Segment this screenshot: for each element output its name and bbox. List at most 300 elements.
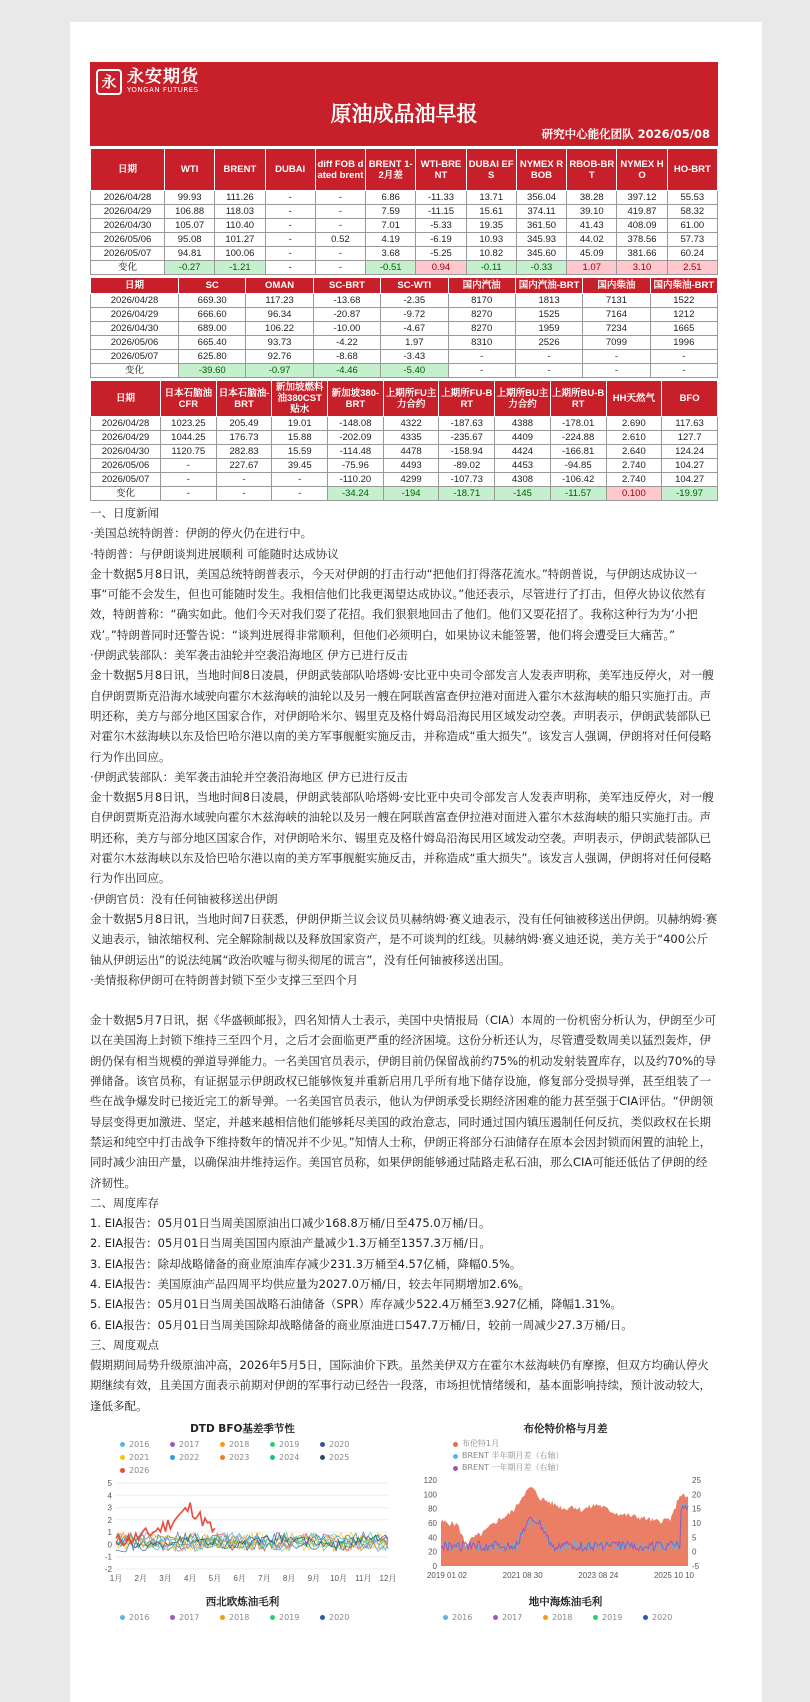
table-cell: 2026/04/28 — [91, 191, 165, 205]
legend-dot-icon — [593, 1615, 598, 1620]
table-row — [91, 431, 718, 445]
table-cell: 106.88 — [165, 205, 215, 219]
legend-dot-icon — [170, 1442, 175, 1447]
table-cell: 19.35 — [466, 219, 516, 233]
y-tick-label: 5 — [107, 1479, 112, 1489]
column-header: BFO — [662, 381, 718, 417]
table-cell: 7.01 — [366, 219, 416, 233]
brent-area — [441, 1487, 688, 1566]
legend-item — [270, 1438, 320, 1451]
legend-dot-icon — [170, 1455, 175, 1460]
table-cell: 2026/05/06 — [91, 336, 179, 350]
text-paragraph: 二、周度库存 — [90, 1195, 159, 1210]
column-header: diff FOB dated brent — [315, 149, 365, 191]
legend-item — [493, 1611, 543, 1624]
table-cell: 205.49 — [216, 417, 272, 431]
change-row — [91, 364, 718, 378]
legend-label: 2024 — [279, 1453, 300, 1463]
column-header: NYMEX HO — [617, 149, 667, 191]
x-tick-label: 8月 — [282, 1574, 296, 1584]
legend-item — [270, 1611, 320, 1624]
y-tick-label: -2 — [104, 1565, 112, 1575]
text-paragraph: 6. EIA报告：05月01日当周美国除却战略储备的商业原油进口547.7万桶/日，较前一周减少27.3万桶/日。 — [90, 1317, 633, 1332]
table-cell: 1525 — [515, 308, 582, 322]
legend-dot-icon — [320, 1615, 325, 1620]
y-tick-label: 1 — [107, 1528, 112, 1538]
legend-label: 2019 — [602, 1613, 623, 1623]
text-paragraph: ·伊朗官员：没有任何铀被移送出伊朗 — [90, 891, 278, 906]
table-cell: 2.690 — [606, 417, 662, 431]
table-row — [91, 473, 718, 487]
y-tick-label: 2 — [107, 1515, 112, 1525]
table-cell: 1023.25 — [161, 417, 217, 431]
table-cell: 4.19 — [366, 233, 416, 247]
table-cell: 4409 — [495, 431, 551, 445]
x-tick-label: 2021 08 30 — [502, 1571, 543, 1581]
table-cell: 4308 — [495, 473, 551, 487]
column-header: 上期所FU-BRT — [439, 381, 495, 417]
change-row — [91, 261, 718, 275]
table-row — [91, 247, 718, 261]
table-cell: 0.52 — [315, 233, 365, 247]
change-cell: - — [216, 487, 272, 501]
text-paragraph: 4. EIA报告：美国原油产品四周平均供应量为2027.0万桶/日，较去年同期增加2.6%。 — [90, 1276, 530, 1291]
table-cell: 106.22 — [246, 322, 313, 336]
legend-label: 2020 — [652, 1613, 673, 1623]
table-row — [91, 417, 718, 431]
change-cell: -18.71 — [439, 487, 495, 501]
table-cell: - — [315, 205, 365, 219]
table-cell: 1665 — [650, 322, 717, 336]
table-cell: 8270 — [448, 308, 515, 322]
report-content — [90, 62, 718, 1624]
table-row — [91, 233, 718, 247]
x-tick-label: 3月 — [159, 1574, 172, 1584]
legend-dot-icon — [220, 1442, 225, 1447]
column-header: 上期所FU主力合约 — [383, 381, 439, 417]
change-cell: - — [265, 261, 315, 275]
legend-item — [270, 1451, 320, 1464]
legend-dot-icon — [643, 1615, 648, 1620]
column-header: SC — [179, 278, 246, 294]
text-paragraph: 假期期间局势升级原油冲高，2026年5月5日，国际油价下跌。虽然美伊双方在霍尔木兹海峡仍有摩擦，但双方均确认停火期继续有效，且美国方面表示前期对伊朗的军事行动已经告一段落，市场担忧情绪缓和，基本面影响持续，预计波动较大，逢低多配。 — [90, 1358, 711, 1413]
table-cell: 356.04 — [516, 191, 566, 205]
legend-dot-icon — [220, 1615, 225, 1620]
legend-item — [443, 1611, 493, 1624]
column-header: WTI — [165, 149, 215, 191]
table-cell: 1959 — [515, 322, 582, 336]
y2-tick-label: -5 — [692, 1562, 700, 1572]
legend-dot-icon — [170, 1615, 175, 1620]
table-cell: -235.67 — [439, 431, 495, 445]
table-cell: 4493 — [383, 459, 439, 473]
table-cell: 124.24 — [662, 445, 718, 459]
table-cell: -8.68 — [313, 350, 380, 364]
table-cell: 41.43 — [567, 219, 617, 233]
y-tick-label: 20 — [428, 1547, 437, 1557]
y-tick-label: -1 — [104, 1552, 112, 1562]
x-tick-label: 6月 — [233, 1574, 246, 1584]
change-cell: -39.60 — [179, 364, 246, 378]
change-cell: -0.33 — [516, 261, 566, 275]
report-page — [70, 22, 762, 1702]
column-header: 国内柴油 — [583, 278, 650, 294]
chart-title: 布伦特价格与月差 — [523, 1423, 608, 1436]
table-cell: 100.06 — [215, 247, 265, 261]
table-cell: 92.76 — [246, 350, 313, 364]
change-cell: 变化 — [91, 261, 165, 275]
table-cell: 95.08 — [165, 233, 215, 247]
change-cell: -4.46 — [313, 364, 380, 378]
legend-label: 2016 — [129, 1613, 150, 1623]
x-tick-label: 9月 — [307, 1574, 321, 1584]
report-header — [90, 62, 718, 146]
legend-dot-icon — [120, 1455, 125, 1460]
table-cell: -10.00 — [313, 322, 380, 336]
table-cell: 1813 — [515, 294, 582, 308]
change-cell: 3.10 — [617, 261, 667, 275]
column-header: BRENT — [215, 149, 265, 191]
legend-label: 2023 — [229, 1453, 250, 1463]
legend-dot-icon — [320, 1455, 325, 1460]
legend-dot-icon — [453, 1442, 458, 1447]
legend-label: 2018 — [552, 1613, 573, 1623]
change-cell: 变化 — [91, 364, 179, 378]
column-header: 上期所BU主力合约 — [495, 381, 551, 417]
table-cell: -166.81 — [550, 445, 606, 459]
change-cell: - — [161, 487, 217, 501]
table-cell: -20.87 — [313, 308, 380, 322]
change-cell: -194 — [383, 487, 439, 501]
column-header: NYMEX RBOB — [516, 149, 566, 191]
text-paragraph: 一、日度新闻 — [90, 506, 159, 520]
column-header: DUBAI EFS — [466, 149, 516, 191]
legend-item — [220, 1451, 270, 1464]
table-cell: 10.93 — [466, 233, 516, 247]
change-cell: - — [650, 364, 717, 378]
table-cell: 38.28 — [567, 191, 617, 205]
x-tick-label: 2023 08 24 — [578, 1571, 619, 1581]
legend-item — [120, 1464, 170, 1477]
column-header: 日本石脑油-BRT — [216, 381, 272, 417]
table-cell: - — [161, 473, 217, 487]
table-cell: 689.00 — [179, 322, 246, 336]
table-cell: 4299 — [383, 473, 439, 487]
legend-item — [170, 1611, 220, 1624]
table-row — [91, 219, 718, 233]
dtd-bfo-plot — [90, 1477, 395, 1585]
y2-tick-label: 10 — [692, 1519, 701, 1529]
legend-label: 2020 — [329, 1440, 350, 1450]
legend-dot-icon — [120, 1442, 125, 1447]
legend-label: 2017 — [179, 1440, 200, 1450]
table-cell: 2026/04/28 — [91, 294, 179, 308]
table-cell: 117.63 — [662, 417, 718, 431]
legend-label: 2018 — [229, 1440, 250, 1450]
y2-tick-label: 20 — [692, 1490, 701, 1500]
table-cell: 2026/05/06 — [91, 233, 165, 247]
table-cell: -106.42 — [550, 473, 606, 487]
table-cell: -75.96 — [328, 459, 384, 473]
table-cell: 117.23 — [246, 294, 313, 308]
text-paragraph: 5. EIA报告：05月01日当周美国战略石油储备（SPR）库存减少522.4万桶至3.927亿桶，降幅1.31%。 — [90, 1297, 623, 1312]
legend-dot-icon — [270, 1455, 275, 1460]
y-tick-label: 0 — [432, 1562, 437, 1572]
table-cell: 15.88 — [272, 431, 328, 445]
change-cell: -1.21 — [215, 261, 265, 275]
column-header: 日期 — [91, 149, 165, 191]
text-paragraph: 3. EIA报告：除却战略储备的商业原油库存减少231.3万桶至4.57亿桶，降幅0.5%。 — [90, 1256, 522, 1271]
table-cell: 2026/04/30 — [91, 322, 179, 336]
y-tick-label: 100 — [423, 1490, 437, 1500]
table-cell: 397.12 — [617, 191, 667, 205]
legend-dot-icon — [453, 1466, 458, 1471]
table-cell: -89.02 — [439, 459, 495, 473]
table-cell: 176.73 — [216, 431, 272, 445]
table-cell: - — [265, 219, 315, 233]
table-cell: 39.10 — [567, 205, 617, 219]
table-row — [91, 445, 718, 459]
table-row — [91, 294, 718, 308]
change-cell: - — [583, 364, 650, 378]
table-cell: 8170 — [448, 294, 515, 308]
table-cell: 4453 — [495, 459, 551, 473]
text-paragraph: 金十数据5月8日讯，当地时间7日获悉，伊朗伊斯兰议会议员贝赫纳姆·赛义迪表示，没有任何铀被移送出伊朗。贝赫纳姆·赛义迪表示，铀浓缩权利、完全解除制裁以及释放国家资产，是不可谈判的红线。贝赫纳姆·赛义迪还说，美方关于“400公斤铀从伊朗运出”的说法纯属“政治吹嘘与彻头彻尾的谎言”，没有任何铀被移送出国。 — [90, 911, 718, 967]
change-cell: -0.51 — [366, 261, 416, 275]
y-tick-label: 3 — [107, 1503, 112, 1513]
table-cell: 2026/04/29 — [91, 205, 165, 219]
legend-dot-icon — [493, 1615, 498, 1620]
change-cell: -19.97 — [662, 487, 718, 501]
column-header: 上期所BU-BRT — [550, 381, 606, 417]
legend-label: 2022 — [179, 1453, 200, 1463]
table-cell: 2026/05/06 — [91, 459, 161, 473]
table-cell: 361.50 — [516, 219, 566, 233]
table-cell: 15.59 — [272, 445, 328, 459]
legend-dot-icon — [543, 1615, 548, 1620]
table-cell: 118.03 — [215, 205, 265, 219]
table-cell: 669.30 — [179, 294, 246, 308]
table-cell: 227.67 — [216, 459, 272, 473]
change-cell: 1.07 — [567, 261, 617, 275]
legend-item — [120, 1438, 170, 1451]
legend-dot-icon — [270, 1442, 275, 1447]
table-cell: 1120.75 — [161, 445, 217, 459]
table-row — [91, 336, 718, 350]
table-cell: 345.93 — [516, 233, 566, 247]
table-cell: -4.22 — [313, 336, 380, 350]
table-cell: - — [515, 350, 582, 364]
report-title: 原油成品油早报 — [330, 102, 478, 126]
x-tick-label: 2月 — [134, 1574, 147, 1584]
table-cell: 44.02 — [567, 233, 617, 247]
legend-label: 2017 — [179, 1613, 200, 1623]
y-tick-label: 120 — [423, 1476, 437, 1486]
text-paragraph: ·美情报称伊朗可在特朗普封锁下至少支撑三至四个月 — [90, 972, 359, 987]
table-cell: 99.93 — [165, 191, 215, 205]
y-tick-label: 0 — [107, 1540, 112, 1550]
table-cell: 2.640 — [606, 445, 662, 459]
column-header: 日期 — [91, 381, 161, 417]
chart-legend — [413, 1611, 718, 1624]
table-cell: 1044.25 — [161, 431, 217, 445]
change-cell: 2.51 — [667, 261, 717, 275]
nwe-margin-chart — [90, 1594, 395, 1624]
table-cell: 2.740 — [606, 473, 662, 487]
table-cell: 60.24 — [667, 247, 717, 261]
change-cell: - — [315, 261, 365, 275]
table-cell: 2.610 — [606, 431, 662, 445]
table-cell: 2026/05/07 — [91, 473, 161, 487]
table-cell: 104.27 — [662, 459, 718, 473]
chart-title: DTD BFO基差季节性 — [190, 1423, 295, 1436]
table-cell: -148.08 — [328, 417, 384, 431]
legend-dot-icon — [120, 1615, 125, 1620]
change-cell: 0.100 — [606, 487, 662, 501]
table-cell: 1522 — [650, 294, 717, 308]
table-cell: 1.97 — [381, 336, 448, 350]
column-header: RBOB-BRT — [567, 149, 617, 191]
legend-label: BRENT 半年期月差（右轴） — [462, 1451, 564, 1461]
table-cell: 2026/04/28 — [91, 417, 161, 431]
table-cell: 55.53 — [667, 191, 717, 205]
change-cell: 变化 — [91, 487, 161, 501]
legend-item — [543, 1611, 593, 1624]
table-cell: - — [448, 350, 515, 364]
chart-legend — [413, 1438, 718, 1474]
x-tick-label: 5月 — [208, 1574, 222, 1584]
table-cell: 2026/05/07 — [91, 247, 165, 261]
x-tick-label: 7月 — [258, 1574, 271, 1584]
column-header: 新加坡380-BRT — [328, 381, 384, 417]
table-cell: 2526 — [515, 336, 582, 350]
med-margin-chart — [413, 1594, 718, 1624]
charts-row — [90, 1421, 718, 1590]
change-cell: - — [272, 487, 328, 501]
dtd-bfo-chart — [90, 1421, 395, 1590]
change-cell: 0.94 — [416, 261, 466, 275]
legend-label: 2018 — [229, 1613, 250, 1623]
table-cell: 7.59 — [366, 205, 416, 219]
report-subtitle: 研究中心能化团队 2026/05/08 — [541, 127, 710, 141]
brent-plot — [413, 1474, 718, 1586]
table-cell: - — [161, 459, 217, 473]
column-header: DUBAI — [265, 149, 315, 191]
legend-label: 2019 — [279, 1440, 300, 1450]
text-paragraph: ·伊朗武装部队：美军袭击油轮并空袭沿海地区 伊方已进行反击 — [90, 648, 408, 663]
table-cell: 345.60 — [516, 247, 566, 261]
text-paragraph: 2. EIA报告：05月01日当周美国国内原油产量减少1.3万桶至1357.3万桶/日。 — [90, 1236, 491, 1251]
y2-tick-label: 25 — [692, 1476, 701, 1486]
table-cell: - — [265, 205, 315, 219]
table-cell: 419.87 — [617, 205, 667, 219]
change-cell: -11.57 — [550, 487, 606, 501]
y-tick-label: 40 — [428, 1533, 437, 1543]
table-cell: - — [315, 219, 365, 233]
x-tick-label: 4月 — [183, 1574, 197, 1584]
column-header: 国内柴油-BRT — [650, 278, 717, 294]
table-cell: 2.740 — [606, 459, 662, 473]
column-header: HO-BRT — [667, 149, 717, 191]
table-cell: 8310 — [448, 336, 515, 350]
legend-label: 2016 — [452, 1613, 473, 1623]
table-cell: 666.60 — [179, 308, 246, 322]
column-header: 日期 — [91, 278, 179, 294]
table-cell: 61.00 — [667, 219, 717, 233]
column-header: HH天然气 — [606, 381, 662, 417]
table-cell: 2026/04/30 — [91, 445, 161, 459]
text-paragraph: ·特朗普：与伊朗谈判进展顺利 可能随时达成协议 — [90, 546, 339, 561]
table-cell: 1212 — [650, 308, 717, 322]
table-cell: 7099 — [583, 336, 650, 350]
text-paragraph: 金十数据5月8日讯，美国总统特朗普表示，今天对伊朗的打击行动“把他们打得落花流水。”特朗普说，与伊朗达成协议一事“可能不会发生，但也可能随时发生。我相信他们比我更渴望达成协议。”他还表示，尽管进行了打击，但停火协议依然有效，特朗普称：“确实如此。他们今天对我们耍了花招。我们狠狠地回击了他们。他们又耍花招了。我称这种行为为‘小把戏’。”特朗普同时还警告说：“谈判进展得非常顺利，但他们必须明白，如果协议未能签署，他们将会遭受巨大痛苦。” — [90, 566, 706, 642]
text-paragraph: ·伊朗武装部队：美军袭击油轮并空袭沿海地区 伊方已进行反击 — [90, 769, 408, 784]
column-header: 新加坡燃料油380CST贴水 — [272, 381, 328, 417]
column-header: SC-WTI — [381, 278, 448, 294]
column-header: BRENT 1-2月差 — [366, 149, 416, 191]
table-row — [91, 205, 718, 219]
table-cell: -202.09 — [328, 431, 384, 445]
legend-label: 2025 — [329, 1453, 350, 1463]
chart-legend — [90, 1438, 395, 1477]
table-cell: 13.71 — [466, 191, 516, 205]
y-tick-label: 4 — [107, 1491, 112, 1501]
legend-item — [220, 1611, 270, 1624]
table-cell: 45.09 — [567, 247, 617, 261]
table-row — [91, 459, 718, 473]
table-cell: - — [216, 473, 272, 487]
table-cell: -5.33 — [416, 219, 466, 233]
table-cell: 2026/04/29 — [91, 431, 161, 445]
legend-label: 2016 — [129, 1440, 150, 1450]
table-cell: 4335 — [383, 431, 439, 445]
table-cell: 3.68 — [366, 247, 416, 261]
x-tick-label: 12月 — [379, 1574, 395, 1584]
chart-title: 西北欧炼油毛利 — [205, 1596, 280, 1609]
table-cell: -114.48 — [328, 445, 384, 459]
table-row — [91, 350, 718, 364]
table-cell: -4.67 — [381, 322, 448, 336]
table-cell: 4388 — [495, 417, 551, 431]
logo-cn: 永安期货 — [127, 67, 199, 87]
table-cell: 7164 — [583, 308, 650, 322]
legend-label: 2026 — [129, 1466, 150, 1476]
table-cell: 58.32 — [667, 205, 717, 219]
brent-chart — [413, 1421, 718, 1590]
table-cell: 127.7 — [662, 431, 718, 445]
table-cell: 374.11 — [516, 205, 566, 219]
legend-dot-icon — [120, 1468, 125, 1473]
column-header: 日本石脑油CFR — [161, 381, 217, 417]
table-cell: - — [315, 191, 365, 205]
legend-label: 2021 — [129, 1453, 150, 1463]
domestic-price-table — [90, 277, 718, 378]
crude-price-table — [90, 148, 718, 275]
table-cell: -3.43 — [381, 350, 448, 364]
table-cell: - — [583, 350, 650, 364]
logo-en: YONGAN FUTURES — [127, 86, 199, 94]
table-cell: 6.86 — [366, 191, 416, 205]
legend-item — [170, 1451, 220, 1464]
legend-label: BRENT 一年期月差（右轴） — [462, 1463, 564, 1473]
legend-dot-icon — [453, 1454, 458, 1459]
change-cell: -0.11 — [466, 261, 516, 275]
legend-label: 2020 — [329, 1613, 350, 1623]
y2-tick-label: 5 — [692, 1533, 697, 1543]
legend-dot-icon — [320, 1442, 325, 1447]
table-cell: -187.63 — [439, 417, 495, 431]
table-row — [91, 308, 718, 322]
